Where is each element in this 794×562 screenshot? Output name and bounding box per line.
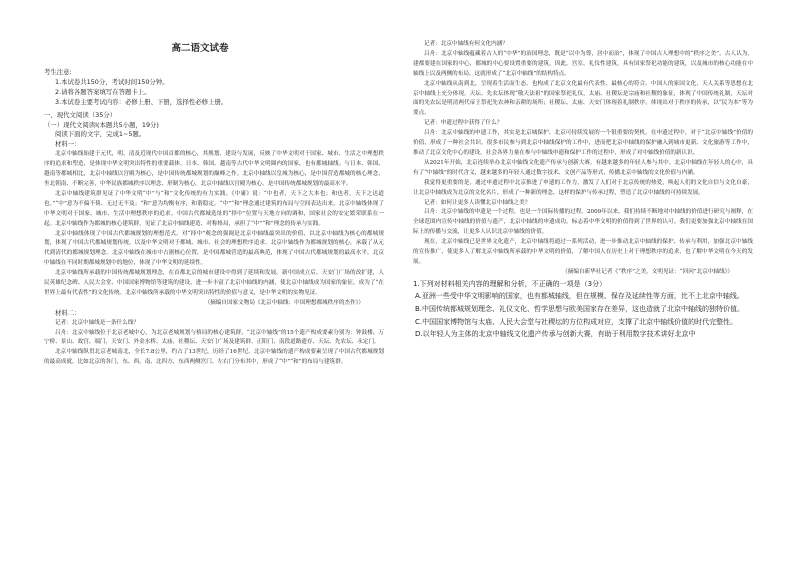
interview-line: 记者：申遗过程中获得了什么？ [424,120,503,127]
interview-line: 吕舟：北京中轴线蕴藏着古人的“中华”的治国理念，既是“以中为尊，居中而治”，体现了中国古人理想中的“秩序之美”。古人认为，建都要建在国家的中心，都城的中心要设置重要的建筑。因此，宫室、礼仪性建筑，具有国家祭祀功能的建筑，以及城市的核心功能在中轴线上以及两侧的布局，这就形成了“北京中轴线”的结构特点。 [413,50,753,77]
notice-item: 2.请将各题答案填写在答题卡上。 [55,87,151,96]
interview-line: 记者：如何让更多人读懂北京中轴线之美？ [424,199,531,206]
material2-label: 材料二： [55,308,81,317]
interview-line: 吕舟：北京中轴线的申遗工作，其实是北京城保护、北京可持续发展的一个很重要的契机。在申遗过程中，对于“北京中轴线”价值的价值，形成了一种社会共识。很多市民参与到北京中轴线保护的工作中，进而把北京中轴线的保护融入到城市更新、文化旅游等工作中，推动了北京文化中心的建设，社会各界力量在参与中轴线申遗和保护工作的过程中，形成了对中轴线价值的新认识。 [413,130,753,156]
interview-line: 我觉得更重要的是，通过申遗过程中北京推进了申遗的工作力，激发了人们对于北京传统的热爱，唤起人们的文化自信与文化自豪，让北京中轴线成为北京的文化名片，形成了一种新的理念。这样的保护与传承过程，塑造了北京中轴线的可持续发展。 [413,179,753,196]
material1-paragraph: 北京中轴线体现了中国古代都城规划的理想范式。对“择中”观念的强调是北京中轴线最突出的价值，以北京中轴线为核心的都城规划，体现了中国古代都城规划传统，以及中华文明对于都城、城市、社会的理想秩序追求。北京中轴线作为都城规划的核心，承载了从元代到清代的都城规划理念。北京中轴线在城市中占据核心位置，是中国都城营造的最高典范，体现了中国古代都城规划的最高水平。北京中轴线在不同时期都城规划中的地位，体现了中华文明的延续性。 [44,230,384,267]
notice-item: 3.本试卷主要考试内容：必修上册、下册，选择性必修上册。 [55,97,228,106]
material1-paragraph: 北京中轴线始建于元代，明、清及近现代中国首都的核心，其规划、建设与发展，反映了中华文明对于国家、城市、生活之中理想秩序的追求和塑造，是体现中华文明突出特性的重要载体。日本、韩国、越南等古代中华文明圈内的国家，也有都城轴线。与日本、韩国、越南等都城相比，北京中轴线以宫殿为核心，是中国传统都城规划的巅峰之作。北京中轴线以皇城为核心，是中国营造都城的核心理念，坐北朝南、不断完善，中华民族都城秩序以理念、形制为核心，北京中轴线以宫殿为核心，是中国传统都城规划的最高水平。 [44,151,384,187]
question-option-c: C.中国国家博物馆与太庙、人民大会堂与社稷坛的方位构成对应，支撑了北京中轴线价值的时代完整性。 [415,317,738,326]
interview-line: 北京中轴线纵贯北京老城南北，全长7.8公里，约占了13世纪，历经了16世纪。北京中轴线的遗产构成要素呈现了中国古代都城规划的最高成就，比如北京的各门，东、西、南、北四方，东西两侧宫门、左右门分布其中，形成了“中”“和”的布局与建筑群。 [44,349,384,366]
question-option-b: B.中国传统都城规划理念、礼仪文化、哲学思想与欧美国家存在差异，这也造就了北京中轴线的独特价值。 [415,304,745,313]
interview-line: 北京中轴线从南到北，呈现着生活而生态。也构成了北京文化最有代表性、最核心的符合。中国人的家国文化，天人关系等思想在北京中轴线上充分体现。天坛、先农坛体现“敬天法祖”的国家祭祀礼仪，太庙、社稷坛是宗庙和社稷的象征，体现了中国传统礼制，天坛对面的先农坛是明清两代帝王祭祀先农神和亲耕的场所；社稷坛、太庙、天安门体现着礼制秩序，体现出对于秩序的传承，以“民为本”等为要点。 [413,80,753,117]
subsection-heading: （一）现代文阅读Ⅰ(本题共5小题，19分) [44,120,159,129]
material1-source: （摘编自国家文物局《北京中轴线：中国理想都城秩序的杰作》） [204,299,364,306]
interview-line: 吕舟：北京中轴线位于北京老城中心，为北京老城规划与格局的核心建筑群。“北京中轴线”的15个遗产构成要素分别为：钟鼓楼、万宁桥、景山、故宫、端门、天安门、外金水桥、太庙、社稷坛、天安门广场及建筑群、正阳门、南段道路遗存、天坛、先农坛、永定门。 [44,329,384,346]
question-option-a: A.亚洲一些受中华文明影响的国家，也有都城轴线，但在规模、保存及延续性等方面，比不上北京中轴线。 [415,292,744,301]
material1-label: 材料一： [55,140,81,149]
page-title: 高二语文试卷 [171,43,229,54]
question-stem: 1.下列对材料相关内容的理解和分析，不正确的一项是（3分） [413,279,607,288]
right-column [413,40,753,341]
question-option-d: D.以年轻人为主体的北京中轴线文化遗产传承与创新大赛，有助于利用数字技术讲好北京中 [415,330,696,339]
left-column [44,38,384,368]
notice-item: 1.本试卷共150分，考试时间150分钟。 [55,77,169,86]
notice-heading: 考生注意: [44,68,72,76]
interview-line: 现在，北京中轴线已是世界文化遗产，北京中轴线将通过一系列活动，进一步推动北京中轴线的保护、传承与利用，加强北京中轴线的宣传推广，使更多人了解北京中轴线所承载的中华文明的价值，了解中国人在历史上对于理想秩序的追求，也了解中华文明在今天的发展。 [413,239,753,265]
material2-source: （摘编自新华社记者《“秩序”之美，文明见证：“回问”北京中轴线》） [562,268,733,275]
material1-paragraph: 北京中轴线所承载的中国传统都城规划理念，在首都北京的城市建设中得到了延续和发展。新中国成立后，天安门广场的改扩建，人民英雄纪念碑、人民大会堂、中国国家博物馆等建筑的建设，进一步丰富了北京中轴线的内涵，使北京中轴线成为国家的象征，成为了“在世界上最有代表性”的文化传统。北京中轴线所承载的中华文明突出特性的价值与意义，是中华文明的实物见证。 [44,270,384,296]
interview-line: 从2021年开始，北京连续举办北京中轴线文化遗产传承与创新大赛。有越来越多的年轻人参与其中。北京中轴线在年轻人的心中，具有了“中轴线”的时代含义，越来越多的年轻人通过数字技术、文创产品等形式，传播北京中轴线的文化价值与内涵。 [413,159,753,176]
interview-line: 吕舟：北京中轴线的申遗是一个过程，也是一个国际传播的过程。2009年以来，我们持续不断地对中轴线的价值进行研究与阐释，在全球范围内宣传中轴线的价值与遗产，北京中轴线的申遗成功，标志着中华文明的价值得到了世界的认可。我们更要加强北京中轴线在国际上的传播与交流，让更多人认识北京中轴线的价值。 [413,209,753,236]
interview-line: 记者：北京中轴线是一条什么线？ [55,319,139,326]
reading-instruction: 阅读下面的文字，完成1~5题。 [55,130,146,139]
interview-line: 记者：北京中轴线有何文化内涵？ [424,41,508,47]
section-heading: 一、现代文阅读（35分） [44,110,117,119]
material1-paragraph: 北京中轴线建筑群见证了中华文明“中”与“和”文化传统的有力实践。《中庸》说：“中也者，天下之大本也；和也者，天下之达道也。”“中”意为不偏不倚、无过无不及；“和”意为均衡有序，和谐稳定。“中”“和”理念通过建筑的布局与空间表达出来，北京中轴线体现了中华文明对于国家、城市、生活中理想秩序的追求。中国古代都城选址的“择中”位置与天地方向的调和，国家社会的安定繁荣联系在一起。北京中轴线作为都城的核心建筑群，见证了北京中轴线建造、对称格局，承担了“中”“和”理念的传承与实践。 [44,190,384,227]
